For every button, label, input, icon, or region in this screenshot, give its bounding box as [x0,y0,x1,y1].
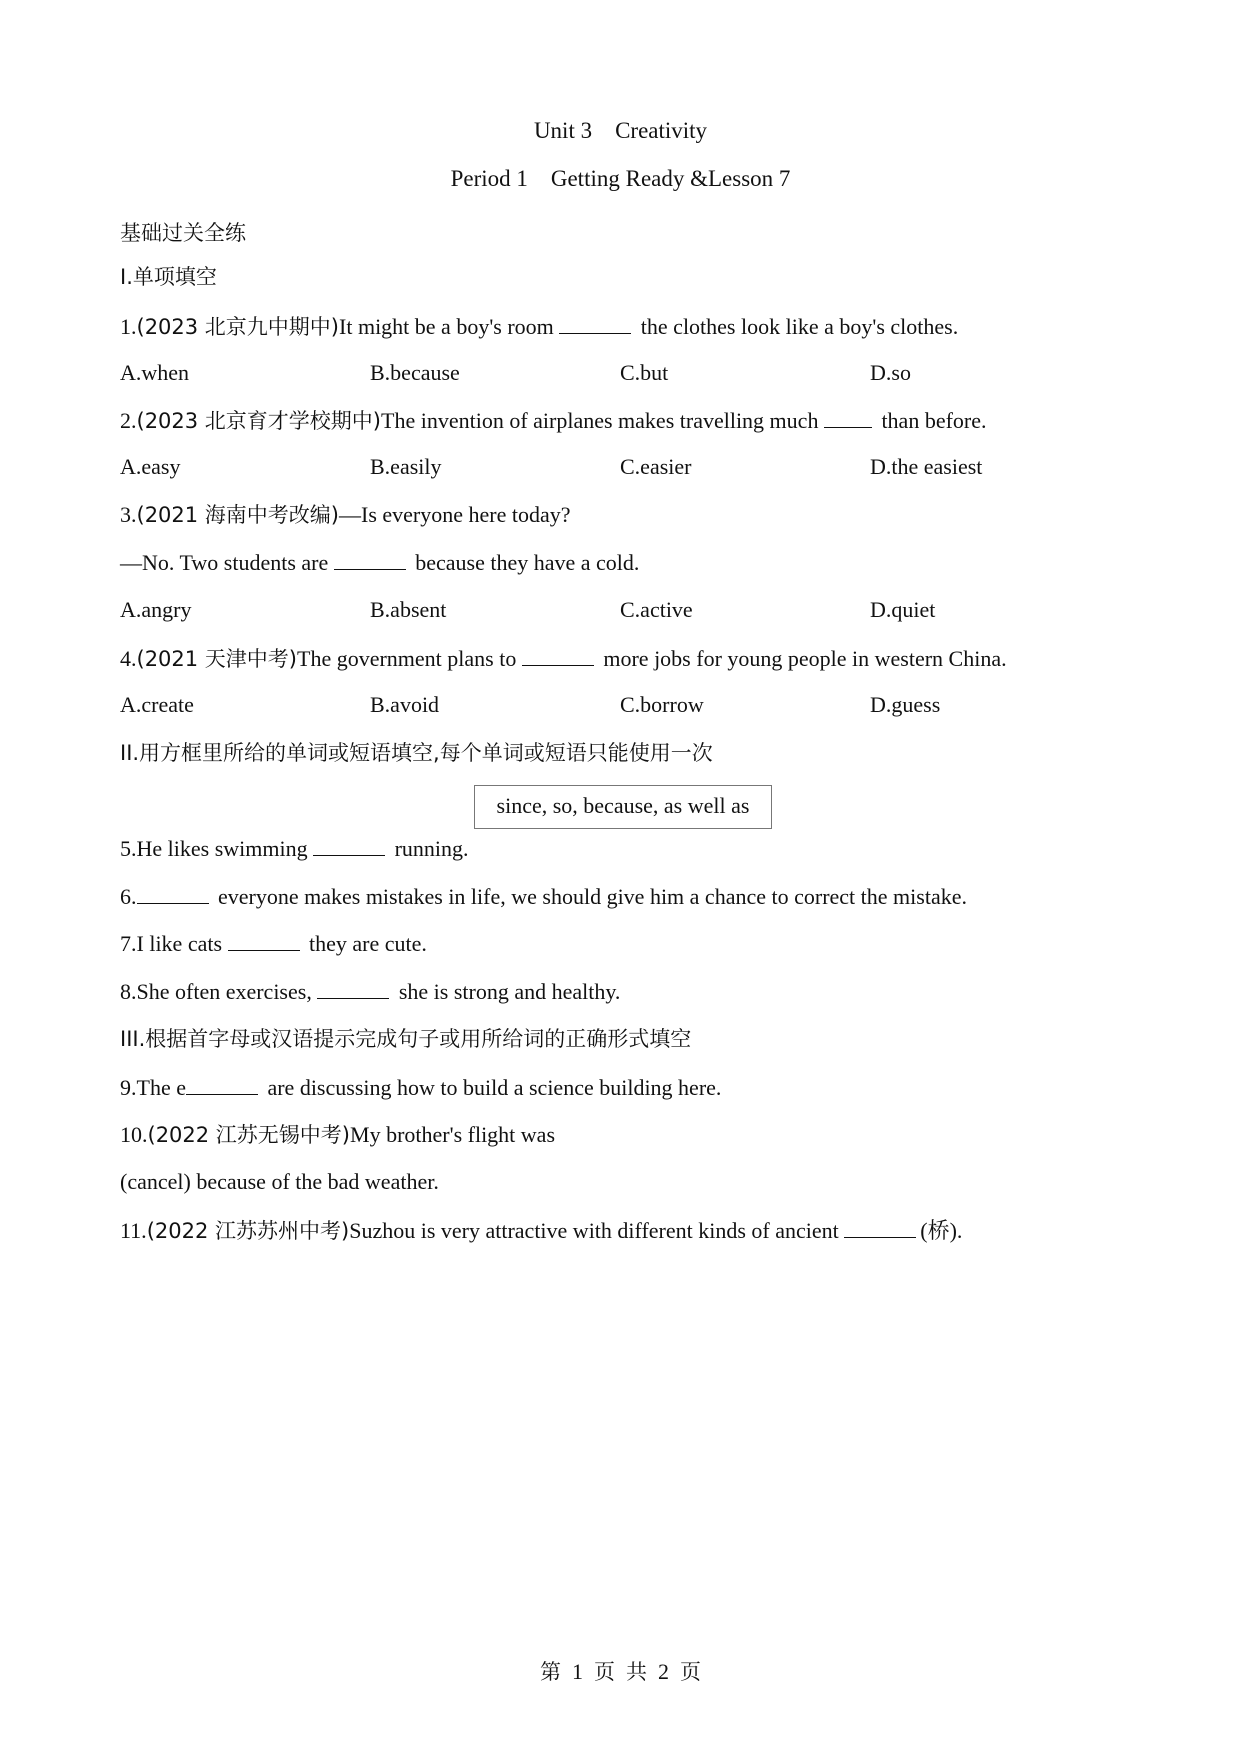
option-c[interactable]: C.active [620,597,693,622]
answer-blank[interactable] [824,405,872,428]
option-d[interactable]: D.guess [870,692,941,717]
option-c[interactable]: C.easier [620,454,692,479]
option-a[interactable]: A.when [120,360,190,385]
part3-heading: III.根据首字母或汉语提示完成句子或用所给词的正确形式填空 [120,1027,692,1051]
option-c[interactable]: C.borrow [620,692,704,717]
question-10: 10.(2022 江苏无锡中考)My brother's flight was [120,1122,556,1147]
answer-blank[interactable] [522,643,594,666]
answer-blank[interactable] [313,833,385,856]
options-1 [120,358,1120,388]
question-2: 2.(2023 北京育才学校期中)The invention of airplanes makes travelling much than before. [120,405,987,435]
option-a[interactable]: A.angry [120,597,192,622]
period-title: Period 1 Getting Ready &Lesson 7 [450,166,791,191]
option-d[interactable]: D.quiet [870,597,936,622]
question-9: 9.The e are discussing how to build a science building here. [120,1072,721,1102]
answer-blank[interactable] [228,928,300,951]
answer-blank[interactable] [559,311,631,334]
page-footer: 第 1 页 共 2 页 [540,1659,701,1684]
option-a[interactable]: A.create [120,692,194,717]
option-b[interactable]: B.avoid [370,692,440,717]
part2-heading: II.用方框里所给的单词或短语填空,每个单词或短语只能使用一次 [120,741,713,765]
question-3: 3.(2021 海南中考改编)—Is everyone here today? [120,502,571,527]
part1-heading: I.单项填空 [120,265,217,289]
options-4 [120,690,1120,720]
answer-blank[interactable] [844,1215,916,1238]
question-3-line-2: —No. Two students are because they have a cold. [120,547,639,577]
option-b[interactable]: B.easily [370,454,442,479]
question-8: 8.She often exercises, she is strong and healthy. [120,976,620,1006]
answer-blank[interactable] [137,881,209,904]
option-d[interactable]: D.the easiest [870,454,983,479]
question-source: (2021 天津中考) [136,647,298,671]
unit-title: Unit 3 Creativity [533,118,708,143]
question-11: 11.(2022 江苏苏州中考)Suzhou is very attractive with different kinds of ancient (桥). [120,1215,962,1245]
question-5: 5.He likes swimming running. [120,833,469,863]
question-7: 7.I like cats they are cute. [120,928,427,958]
answer-blank[interactable] [317,976,389,999]
question-source: (2023 北京九中期中) [136,315,340,339]
option-d[interactable]: D.so [870,360,911,385]
option-a[interactable]: A.easy [120,454,181,479]
question-4: 4.(2021 天津中考)The government plans to more jobs for young people in western China. [120,643,1007,673]
option-b[interactable]: B.absent [370,597,447,622]
question-source: (2021 海南中考改编) [136,503,340,527]
question-1: 1.(2023 北京九中期中)It might be a boy's room the clothes look like a boy's clothes. [120,311,958,341]
question-source: (2022 江苏无锡中考) [147,1123,351,1147]
question-source: (2022 江苏苏州中考) [146,1219,350,1243]
word-box: since, so, because, as well as [474,785,772,829]
page-number: 1 [572,1659,583,1684]
option-b[interactable]: B.because [370,360,460,385]
section-heading: 基础过关全练 [120,221,246,245]
options-3 [120,595,1120,625]
answer-blank[interactable] [334,547,406,570]
question-source: (2023 北京育才学校期中) [136,409,382,433]
option-c[interactable]: C.but [620,360,669,385]
options-2 [120,452,1120,482]
question-10-line-2: (cancel) because of the bad weather. [120,1169,439,1194]
answer-blank[interactable] [186,1072,258,1095]
question-6: 6. everyone makes mistakes in life, we should give him a chance to correct the mistake. [120,881,967,911]
page-total: 2 [658,1659,669,1684]
